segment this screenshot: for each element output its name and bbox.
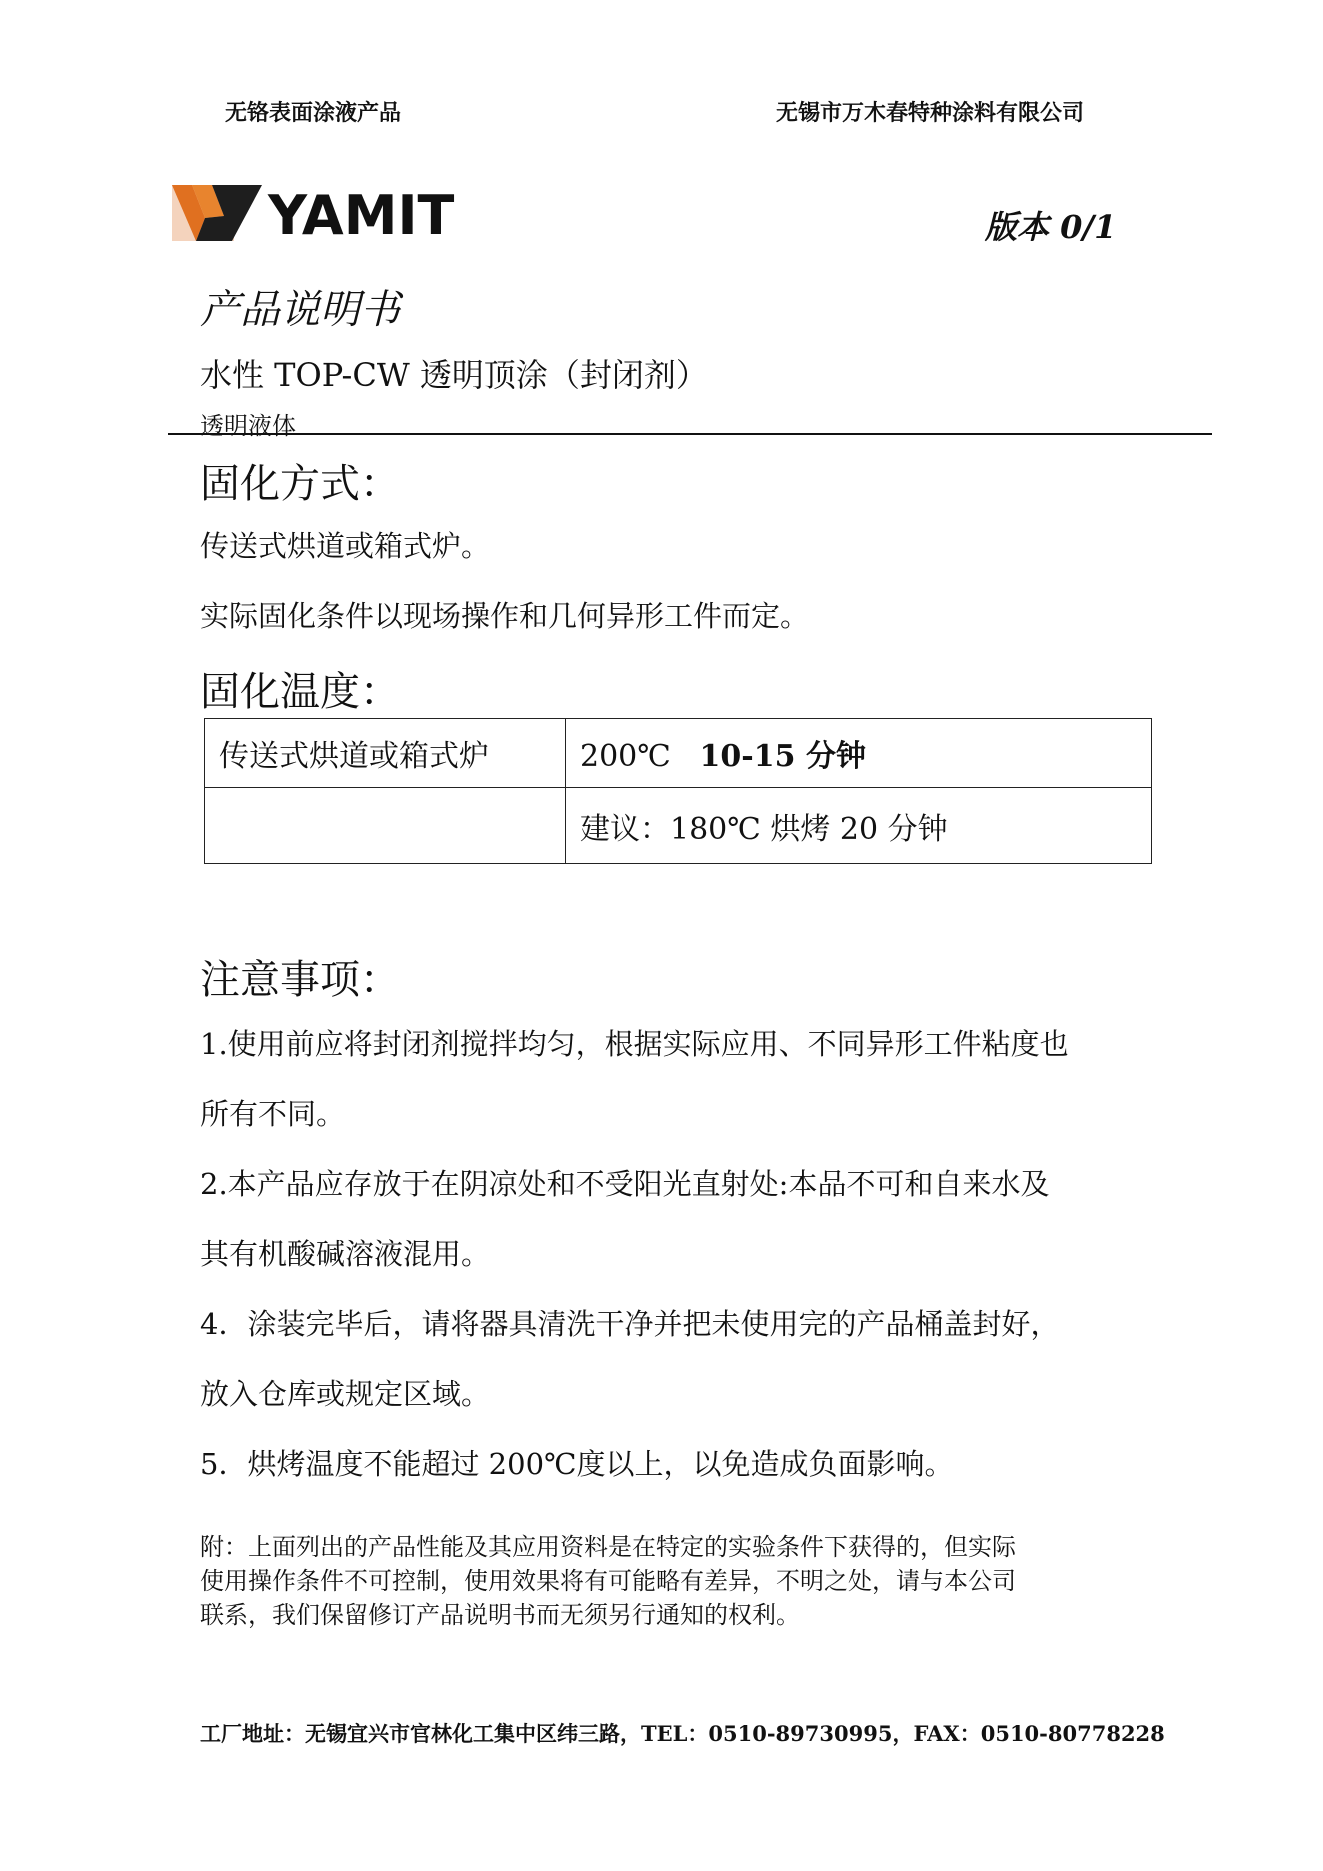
curing-method-line: 实际固化条件以现场操作和几何异形工件而定。: [200, 599, 810, 633]
note-line: 5．烘烤温度不能超过 200℃度以上，以免造成负面影响。: [200, 1447, 954, 1481]
curing-method-heading: 固化方式：: [200, 461, 400, 507]
factory-address: 工厂地址：无锡宜兴市官林化工集中区纬三路，TEL：0510-89730995，FAX：0510-80778228: [200, 1721, 1165, 1746]
cure-temperature: 200℃: [580, 739, 671, 774]
note-line: 4．涂装完毕后，请将器具清洗干净并把未使用完的产品桶盖封好，: [200, 1307, 1060, 1341]
curing-temp-heading: 固化温度：: [200, 669, 400, 715]
note-line: 其有机酸碱溶液混用。: [200, 1237, 491, 1271]
disclaimer: [200, 1530, 1160, 1632]
document-title: 产品说明书: [200, 287, 400, 333]
table-cell-condition: [566, 719, 1152, 788]
cure-time: 10-15 分钟: [699, 739, 866, 774]
version-label: 版本 0/1: [985, 208, 1117, 246]
logo-text: YAMIT: [268, 184, 455, 244]
table-row: [205, 719, 1152, 788]
product-name: 水性 TOP-CW 透明顶涂（封闭剂）: [200, 356, 708, 394]
disclaimer-line: 使用操作条件不可控制，使用效果将有可能略有差异，不明之处，请与本公司: [200, 1567, 1016, 1595]
table-cell-equipment: 传送式烘道或箱式炉: [205, 719, 566, 788]
note-line: 2.本产品应存放于在阴凉处和不受阳光直射处:本品不可和自来水及: [200, 1167, 1050, 1201]
header-left-text: 无铬表面涂液产品: [225, 100, 402, 126]
curing-method-line: 传送式烘道或箱式炉。: [200, 529, 491, 563]
header-divider: [168, 433, 1212, 435]
note-line: 所有不同。: [200, 1097, 346, 1131]
table-row: [205, 788, 1152, 864]
note-line: 放入仓库或规定区域。: [200, 1377, 491, 1411]
note-line: 1.使用前应将封闭剂搅拌均匀，根据实际应用、不同异形工件粘度也: [200, 1027, 1069, 1061]
table-cell-equipment: [205, 788, 566, 864]
header-company-name: 无锡市万木春特种涂料有限公司: [776, 100, 1085, 126]
yamit-logo: [172, 182, 492, 244]
notes-heading: 注意事项：: [200, 957, 400, 1003]
curing-temp-table: [204, 718, 1152, 864]
disclaimer-line: 附：上面列出的产品性能及其应用资料是在特定的实验条件下获得的，但实际: [200, 1533, 1016, 1561]
disclaimer-line: 联系，我们保留修订产品说明书而无须另行通知的权利。: [200, 1601, 800, 1629]
table-cell-suggestion: 建议：180℃ 烘烤 20 分钟: [566, 788, 1152, 864]
product-appearance: 透明液体: [200, 412, 296, 440]
